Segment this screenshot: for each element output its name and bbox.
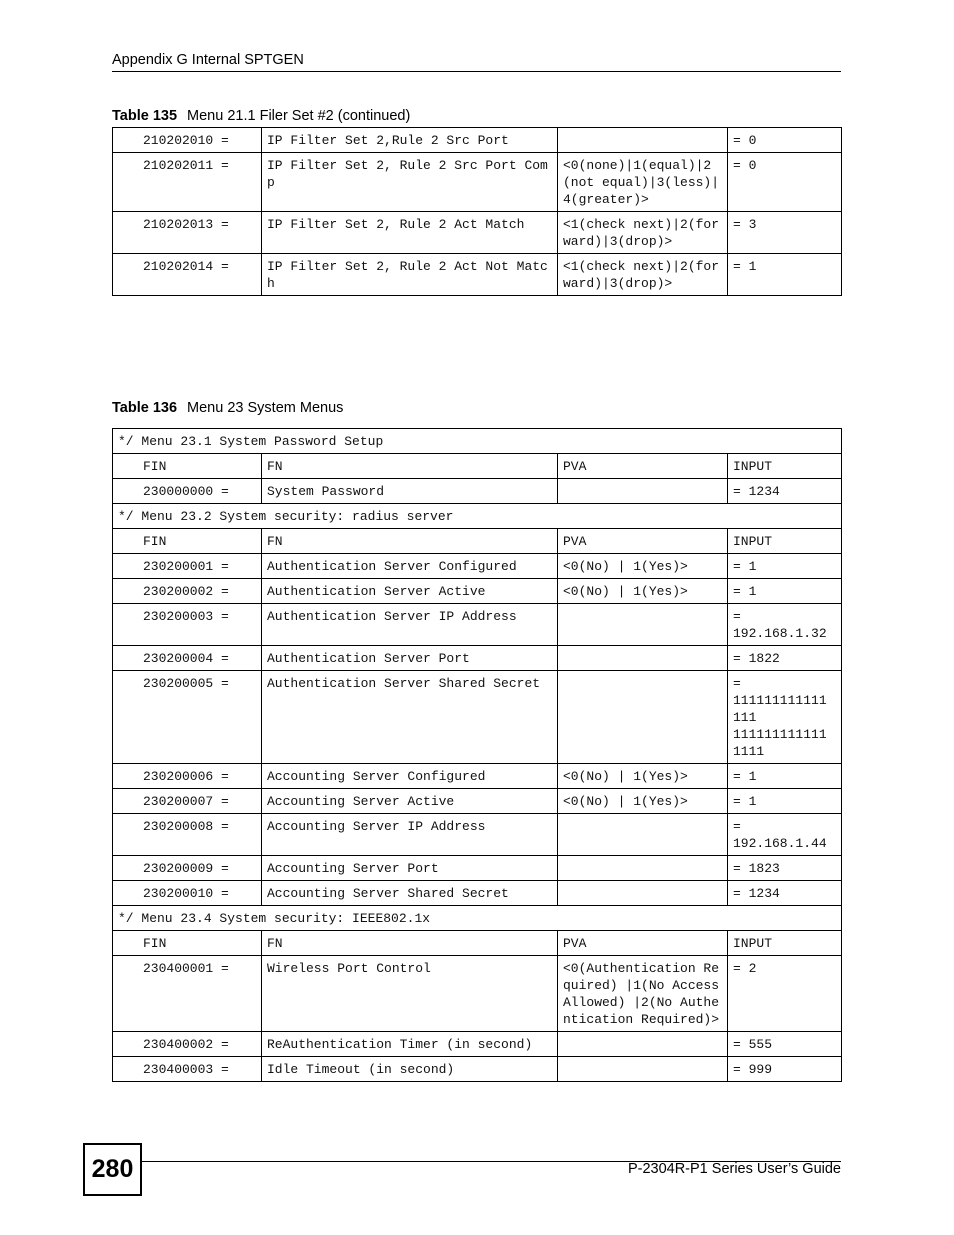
table135-caption-title: Menu 21.1 Filer Set #2 (continued): [187, 108, 411, 124]
fn-cell: Accounting Server IP Address: [262, 814, 558, 856]
input-cell: = 192.168.1.44: [728, 814, 842, 856]
table-row: [113, 604, 842, 646]
pva-cell: <0(Authentication Required) |1(No Access Allowed) |2(No Authentication Required)>: [558, 956, 728, 1032]
table-row: [113, 646, 842, 671]
fn-cell: FN: [262, 454, 558, 479]
table-row: [113, 153, 842, 212]
fn-cell: Accounting Server Configured: [262, 764, 558, 789]
pva-cell: [558, 1032, 728, 1057]
fin-cell: 210202013 =: [113, 212, 262, 254]
pva-cell: [558, 671, 728, 764]
fin-cell: 230200009 =: [113, 856, 262, 881]
pva-cell: <0(No) | 1(Yes)>: [558, 764, 728, 789]
fn-cell: Authentication Server IP Address: [262, 604, 558, 646]
fn-cell: Accounting Server Active: [262, 789, 558, 814]
fin-cell: 230200002 =: [113, 579, 262, 604]
input-cell: = 1: [728, 254, 842, 296]
pva-cell: [558, 881, 728, 906]
fin-cell: 230200007 =: [113, 789, 262, 814]
input-cell: = 1: [728, 764, 842, 789]
pva-cell: [558, 1057, 728, 1082]
pva-cell: [558, 646, 728, 671]
pva-cell: PVA: [558, 529, 728, 554]
input-cell: INPUT: [728, 931, 842, 956]
fn-cell: IP Filter Set 2, Rule 2 Act Not Match: [262, 254, 558, 296]
fin-cell: 230400003 =: [113, 1057, 262, 1082]
fin-cell: 230200001 =: [113, 554, 262, 579]
input-cell: = 999: [728, 1057, 842, 1082]
section-row: [113, 504, 842, 529]
pva-cell: [558, 128, 728, 153]
column-header-row: [113, 454, 842, 479]
column-header-row: [113, 931, 842, 956]
fin-cell: 230200004 =: [113, 646, 262, 671]
table-row: [113, 881, 842, 906]
table-row: [113, 671, 842, 764]
fn-cell: System Password: [262, 479, 558, 504]
pva-cell: [558, 604, 728, 646]
table-row: [113, 579, 842, 604]
input-cell: = 1: [728, 579, 842, 604]
table136-caption: [112, 400, 343, 416]
table135-caption-label: Table 135: [112, 108, 178, 124]
table136-caption-title: Menu 23 System Menus: [187, 400, 344, 416]
input-cell: = 1: [728, 554, 842, 579]
fn-cell: ReAuthentication Timer (in second): [262, 1032, 558, 1057]
fn-cell: FN: [262, 529, 558, 554]
pva-cell: <1(check next)|2(forward)|3(drop)>: [558, 254, 728, 296]
fin-cell: 230200010 =: [113, 881, 262, 906]
fn-cell: Idle Timeout (in second): [262, 1057, 558, 1082]
input-cell: = 1234: [728, 479, 842, 504]
fn-cell: Accounting Server Port: [262, 856, 558, 881]
table-row: [113, 1032, 842, 1057]
fin-cell: 230200008 =: [113, 814, 262, 856]
fin-cell: 230200005 =: [113, 671, 262, 764]
fn-cell: Authentication Server Active: [262, 579, 558, 604]
page-number: 280: [83, 1143, 142, 1196]
pva-cell: [558, 479, 728, 504]
table-row: [113, 254, 842, 296]
running-header: Appendix G Internal SPTGEN: [112, 52, 304, 68]
fn-cell: IP Filter Set 2,Rule 2 Src Port: [262, 128, 558, 153]
table-row: [113, 764, 842, 789]
fn-cell: Authentication Server Port: [262, 646, 558, 671]
input-cell: = 1823: [728, 856, 842, 881]
table-row: [113, 789, 842, 814]
input-cell: = 1: [728, 789, 842, 814]
input-cell: = 111111111111 111 111111111111 1111: [728, 671, 842, 764]
table-row: [113, 956, 842, 1032]
pva-cell: [558, 814, 728, 856]
section-heading: */ Menu 23.1 System Password Setup: [113, 429, 842, 454]
fin-cell: 210202011 =: [113, 153, 262, 212]
table136-caption-label: Table 136: [112, 400, 178, 416]
input-cell: = 3: [728, 212, 842, 254]
input-cell: = 1234: [728, 881, 842, 906]
fn-cell: Accounting Server Shared Secret: [262, 881, 558, 906]
input-cell: INPUT: [728, 454, 842, 479]
fn-cell: Authentication Server Shared Secret: [262, 671, 558, 764]
fn-cell: IP Filter Set 2, Rule 2 Src Port Comp: [262, 153, 558, 212]
table-136: [112, 428, 842, 1082]
fin-cell: FIN: [113, 529, 262, 554]
pva-cell: [558, 856, 728, 881]
table-row: [113, 856, 842, 881]
input-cell: = 555: [728, 1032, 842, 1057]
section-row: [113, 429, 842, 454]
table-row: [113, 1057, 842, 1082]
table-135: [112, 127, 842, 296]
pva-cell: <0(No) | 1(Yes)>: [558, 789, 728, 814]
input-cell: INPUT: [728, 529, 842, 554]
table-row: [113, 814, 842, 856]
input-cell: = 0: [728, 153, 842, 212]
table135-caption: [112, 108, 410, 124]
input-cell: = 2: [728, 956, 842, 1032]
fin-cell: 210202010 =: [113, 128, 262, 153]
fin-cell: 210202014 =: [113, 254, 262, 296]
section-heading: */ Menu 23.4 System security: IEEE802.1x: [113, 906, 842, 931]
table-row: [113, 554, 842, 579]
input-cell: = 192.168.1.32: [728, 604, 842, 646]
pva-cell: PVA: [558, 454, 728, 479]
fin-cell: FIN: [113, 931, 262, 956]
fin-cell: 230200006 =: [113, 764, 262, 789]
fn-cell: FN: [262, 931, 558, 956]
section-row: [113, 906, 842, 931]
table-row: [113, 479, 842, 504]
table-row: [113, 128, 842, 153]
column-header-row: [113, 529, 842, 554]
fin-cell: 230000000 =: [113, 479, 262, 504]
fin-cell: 230400002 =: [113, 1032, 262, 1057]
pva-cell: PVA: [558, 931, 728, 956]
input-cell: = 1822: [728, 646, 842, 671]
table-row: [113, 212, 842, 254]
fn-cell: Wireless Port Control: [262, 956, 558, 1032]
pva-cell: <0(none)|1(equal)|2(not equal)|3(less)|4(greater)>: [558, 153, 728, 212]
input-cell: = 0: [728, 128, 842, 153]
pva-cell: <0(No) | 1(Yes)>: [558, 554, 728, 579]
pva-cell: <0(No) | 1(Yes)>: [558, 579, 728, 604]
header-rule: [112, 71, 841, 72]
fin-cell: 230200003 =: [113, 604, 262, 646]
pva-cell: <1(check next)|2(forward)|3(drop)>: [558, 212, 728, 254]
footer-guide-title: P-2304R-P1 Series User’s Guide: [627, 1161, 841, 1177]
fn-cell: IP Filter Set 2, Rule 2 Act Match: [262, 212, 558, 254]
fin-cell: 230400001 =: [113, 956, 262, 1032]
fn-cell: Authentication Server Configured: [262, 554, 558, 579]
section-heading: */ Menu 23.2 System security: radius server: [113, 504, 842, 529]
fin-cell: FIN: [113, 454, 262, 479]
